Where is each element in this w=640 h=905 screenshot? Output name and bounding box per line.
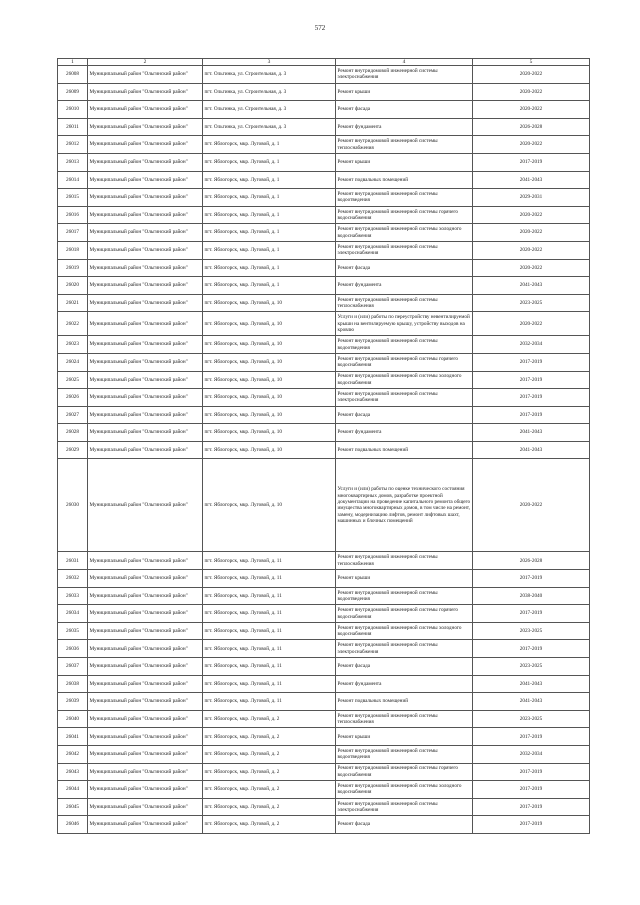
table-row bbox=[58, 206, 590, 224]
table-row bbox=[58, 728, 590, 746]
row-number-cell: 26018 bbox=[58, 241, 88, 259]
table-row bbox=[58, 224, 590, 242]
table-row bbox=[58, 710, 590, 728]
years-cell: 2020-2022 bbox=[473, 136, 590, 154]
table-row bbox=[58, 153, 590, 171]
address-cell: пгт. Яблогорск, мкр. Луговой, д. 1 bbox=[203, 136, 336, 154]
years-cell: 2026-2028 bbox=[473, 118, 590, 136]
years-cell: 2017-2019 bbox=[473, 728, 590, 746]
work-type-cell: Ремонт внутридомовой инженерной системы горячего водоснабжения bbox=[336, 763, 473, 781]
years-cell: 2038-2040 bbox=[473, 587, 590, 605]
municipality-cell: Муниципальный район "Ольгинский район" bbox=[88, 763, 203, 781]
row-number-cell: 26021 bbox=[58, 294, 88, 312]
row-number-cell: 26045 bbox=[58, 798, 88, 816]
row-number-cell: 26038 bbox=[58, 675, 88, 693]
address-cell: пгт. Яблогорск, мкр. Луговой, д. 11 bbox=[203, 640, 336, 658]
municipality-cell: Муниципальный район "Ольгинский район" bbox=[88, 83, 203, 101]
header-cell: 4 bbox=[336, 59, 473, 66]
address-cell: пгт. Яблогорск, мкр. Луговой, д. 11 bbox=[203, 693, 336, 711]
municipality-cell: Муниципальный район "Ольгинский район" bbox=[88, 798, 203, 816]
work-type-cell: Ремонт внутридомовой инженерной системы теплоснабжения bbox=[336, 136, 473, 154]
years-cell: 2041-2043 bbox=[473, 693, 590, 711]
work-type-cell: Ремонт внутридомовой инженерной системы электроснабжения bbox=[336, 389, 473, 407]
municipality-cell: Муниципальный район "Ольгинский район" bbox=[88, 459, 203, 552]
years-cell: 2017-2019 bbox=[473, 640, 590, 658]
header-cell: 2 bbox=[88, 59, 203, 66]
table-row bbox=[58, 798, 590, 816]
municipality-cell: Муниципальный район "Ольгинский район" bbox=[88, 622, 203, 640]
address-cell: пгт. Яблогорск, мкр. Луговой, д. 1 bbox=[203, 277, 336, 295]
row-number-cell: 26008 bbox=[58, 66, 88, 84]
row-number-cell: 26044 bbox=[58, 781, 88, 799]
municipality-cell: Муниципальный район "Ольгинский район" bbox=[88, 552, 203, 570]
address-cell: пгт. Яблогорск, мкр. Луговой, д. 11 bbox=[203, 587, 336, 605]
address-cell: пгт. Яблогорск, мкр. Луговой, д. 1 bbox=[203, 189, 336, 207]
address-cell: пгт. Яблогорск, мкр. Луговой, д. 1 bbox=[203, 224, 336, 242]
years-cell: 2017-2019 bbox=[473, 371, 590, 389]
years-cell: 2020-2022 bbox=[473, 101, 590, 119]
work-type-cell: Ремонт внутридомовой инженерной системы горячего водоснабжения bbox=[336, 206, 473, 224]
row-number-cell: 26030 bbox=[58, 459, 88, 552]
municipality-cell: Муниципальный район "Ольгинский район" bbox=[88, 816, 203, 834]
municipality-cell: Муниципальный район "Ольгинский район" bbox=[88, 189, 203, 207]
work-type-cell: Ремонт внутридомовой инженерной системы электроснабжения bbox=[336, 640, 473, 658]
years-cell: 2032-2034 bbox=[473, 336, 590, 354]
row-number-cell: 26016 bbox=[58, 206, 88, 224]
years-cell: 2041-2043 bbox=[473, 171, 590, 189]
address-cell: пгт. Ольгинка, ул. Строительная, д. 3 bbox=[203, 118, 336, 136]
work-type-cell: Ремонт подвальных помещений bbox=[336, 441, 473, 459]
table-row bbox=[58, 605, 590, 623]
header-cell: 3 bbox=[203, 59, 336, 66]
row-number-cell: 26043 bbox=[58, 763, 88, 781]
table-row bbox=[58, 312, 590, 336]
row-number-cell: 26010 bbox=[58, 101, 88, 119]
address-cell: пгт. Яблогорск, мкр. Луговой, д. 10 bbox=[203, 353, 336, 371]
table-row bbox=[58, 424, 590, 442]
municipality-cell: Муниципальный район "Ольгинский район" bbox=[88, 118, 203, 136]
work-type-cell: Ремонт внутридомовой инженерной системы водоотведения bbox=[336, 587, 473, 605]
table-row bbox=[58, 658, 590, 676]
row-number-cell: 26042 bbox=[58, 746, 88, 764]
municipality-cell: Муниципальный район "Ольгинский район" bbox=[88, 101, 203, 119]
row-number-cell: 26035 bbox=[58, 622, 88, 640]
municipality-cell: Муниципальный район "Ольгинский район" bbox=[88, 406, 203, 424]
work-type-cell: Ремонт крыши bbox=[336, 153, 473, 171]
address-cell: пгт. Яблогорск, мкр. Луговой, д. 10 bbox=[203, 406, 336, 424]
table-row bbox=[58, 118, 590, 136]
work-type-cell: Ремонт внутридомовой инженерной системы водоотведения bbox=[336, 189, 473, 207]
row-number-cell: 26046 bbox=[58, 816, 88, 834]
municipality-cell: Муниципальный район "Ольгинский район" bbox=[88, 206, 203, 224]
row-number-cell: 26040 bbox=[58, 710, 88, 728]
address-cell: пгт. Яблогорск, мкр. Луговой, д. 10 bbox=[203, 389, 336, 407]
address-cell: пгт. Яблогорск, мкр. Луговой, д. 10 bbox=[203, 441, 336, 459]
row-number-cell: 26033 bbox=[58, 587, 88, 605]
municipality-cell: Муниципальный район "Ольгинский район" bbox=[88, 277, 203, 295]
work-type-cell: Ремонт внутридомовой инженерной системы теплоснабжения bbox=[336, 294, 473, 312]
row-number-cell: 26017 bbox=[58, 224, 88, 242]
years-cell: 2029-2031 bbox=[473, 189, 590, 207]
years-cell: 2017-2019 bbox=[473, 816, 590, 834]
row-number-cell: 26037 bbox=[58, 658, 88, 676]
years-cell: 2041-2043 bbox=[473, 441, 590, 459]
address-cell: пгт. Ольгинка, ул. Строительная, д. 3 bbox=[203, 66, 336, 84]
address-cell: пгт. Яблогорск, мкр. Луговой, д. 11 bbox=[203, 552, 336, 570]
row-number-cell: 26015 bbox=[58, 189, 88, 207]
municipality-cell: Муниципальный район "Ольгинский район" bbox=[88, 424, 203, 442]
municipality-cell: Муниципальный район "Ольгинский район" bbox=[88, 658, 203, 676]
years-cell: 2023-2025 bbox=[473, 622, 590, 640]
table-row bbox=[58, 763, 590, 781]
table-row bbox=[58, 640, 590, 658]
table-row bbox=[58, 622, 590, 640]
row-number-cell: 26031 bbox=[58, 552, 88, 570]
work-type-cell: Ремонт фундамента bbox=[336, 675, 473, 693]
years-cell: 2041-2043 bbox=[473, 675, 590, 693]
work-type-cell: Ремонт фундамента bbox=[336, 424, 473, 442]
work-type-cell: Ремонт внутридомовой инженерной системы электроснабжения bbox=[336, 798, 473, 816]
municipality-cell: Муниципальный район "Ольгинский район" bbox=[88, 570, 203, 588]
table-row bbox=[58, 241, 590, 259]
years-cell: 2017-2019 bbox=[473, 605, 590, 623]
municipality-cell: Муниципальный район "Ольгинский район" bbox=[88, 746, 203, 764]
address-cell: пгт. Яблогорск, мкр. Луговой, д. 2 bbox=[203, 710, 336, 728]
table-row bbox=[58, 675, 590, 693]
years-cell: 2020-2022 bbox=[473, 312, 590, 336]
address-cell: пгт. Яблогорск, мкр. Луговой, д. 11 bbox=[203, 622, 336, 640]
row-number-cell: 26014 bbox=[58, 171, 88, 189]
years-cell: 2020-2022 bbox=[473, 83, 590, 101]
address-cell: пгт. Яблогорск, мкр. Луговой, д. 11 bbox=[203, 605, 336, 623]
table-row bbox=[58, 459, 590, 552]
table-row bbox=[58, 371, 590, 389]
page-number: 572 bbox=[314, 24, 326, 32]
row-number-cell: 26013 bbox=[58, 153, 88, 171]
table-row bbox=[58, 570, 590, 588]
municipality-cell: Муниципальный район "Ольгинский район" bbox=[88, 640, 203, 658]
municipality-cell: Муниципальный район "Ольгинский район" bbox=[88, 312, 203, 336]
municipality-cell: Муниципальный район "Ольгинский район" bbox=[88, 241, 203, 259]
row-number-cell: 26039 bbox=[58, 693, 88, 711]
work-type-cell: Ремонт фасада bbox=[336, 101, 473, 119]
years-cell: 2023-2025 bbox=[473, 294, 590, 312]
address-cell: пгт. Яблогорск, мкр. Луговой, д. 2 bbox=[203, 728, 336, 746]
table-row bbox=[58, 83, 590, 101]
address-cell: пгт. Яблогорск, мкр. Луговой, д. 11 bbox=[203, 675, 336, 693]
address-cell: пгт. Яблогорск, мкр. Луговой, д. 10 bbox=[203, 312, 336, 336]
table-row bbox=[58, 66, 590, 84]
work-type-cell: Ремонт внутридомовой инженерной системы горячего водоснабжения bbox=[336, 605, 473, 623]
header-cell: 1 bbox=[58, 59, 88, 66]
row-number-cell: 26011 bbox=[58, 118, 88, 136]
years-cell: 2017-2019 bbox=[473, 570, 590, 588]
work-type-cell: Услуги и (или) работы по оценке технического состояния многоквартирных домов, разработке проектной документации на проведение капитального ремонта общего имущества многоквартирных домов, в том числе на ремонт, замену, модернизацию лифтов, ремонт лифтовых шахт, машинных и блочных помещений bbox=[336, 459, 473, 552]
table-row bbox=[58, 259, 590, 277]
years-cell: 2020-2022 bbox=[473, 224, 590, 242]
row-number-cell: 26024 bbox=[58, 353, 88, 371]
row-number-cell: 26027 bbox=[58, 406, 88, 424]
table-row bbox=[58, 136, 590, 154]
work-type-cell: Ремонт фасада bbox=[336, 259, 473, 277]
table-row bbox=[58, 189, 590, 207]
address-cell: пгт. Яблогорск, мкр. Луговой, д. 2 bbox=[203, 816, 336, 834]
municipality-cell: Муниципальный район "Ольгинский район" bbox=[88, 294, 203, 312]
municipality-cell: Муниципальный район "Ольгинский район" bbox=[88, 693, 203, 711]
work-type-cell: Услуги и (или) работы по переустройству невентилируемой крыши на вентилируемую крышу, устройству выходов на кровлю bbox=[336, 312, 473, 336]
table-row bbox=[58, 552, 590, 570]
municipality-cell: Муниципальный район "Ольгинский район" bbox=[88, 136, 203, 154]
table-row bbox=[58, 336, 590, 354]
municipality-cell: Муниципальный район "Ольгинский район" bbox=[88, 153, 203, 171]
work-type-cell: Ремонт подвальных помещений bbox=[336, 171, 473, 189]
work-type-cell: Ремонт фундамента bbox=[336, 118, 473, 136]
work-type-cell: Ремонт внутридомовой инженерной системы холодного водоснабжения bbox=[336, 622, 473, 640]
work-type-cell: Ремонт внутридомовой инженерной системы холодного водоснабжения bbox=[336, 781, 473, 799]
work-type-cell: Ремонт крыши bbox=[336, 83, 473, 101]
address-cell: пгт. Ольгинка, ул. Строительная, д. 3 bbox=[203, 101, 336, 119]
table-row bbox=[58, 746, 590, 764]
work-type-cell: Ремонт внутридомовой инженерной системы горячего водоснабжения bbox=[336, 353, 473, 371]
work-type-cell: Ремонт внутридомовой инженерной системы холодного водоснабжения bbox=[336, 224, 473, 242]
work-type-cell: Ремонт внутридомовой инженерной системы электроснабжения bbox=[336, 66, 473, 84]
municipality-cell: Муниципальный район "Ольгинский район" bbox=[88, 441, 203, 459]
row-number-cell: 26012 bbox=[58, 136, 88, 154]
municipality-cell: Муниципальный район "Ольгинский район" bbox=[88, 66, 203, 84]
municipality-cell: Муниципальный район "Ольгинский район" bbox=[88, 587, 203, 605]
table-row bbox=[58, 781, 590, 799]
municipality-cell: Муниципальный район "Ольгинский район" bbox=[88, 371, 203, 389]
table-row bbox=[58, 171, 590, 189]
years-cell: 2026-2028 bbox=[473, 552, 590, 570]
municipality-cell: Муниципальный район "Ольгинский район" bbox=[88, 781, 203, 799]
years-cell: 2041-2043 bbox=[473, 424, 590, 442]
table-row bbox=[58, 587, 590, 605]
table-row bbox=[58, 693, 590, 711]
work-type-cell: Ремонт внутридомовой инженерной системы теплоснабжения bbox=[336, 710, 473, 728]
years-cell: 2020-2022 bbox=[473, 459, 590, 552]
row-number-cell: 26032 bbox=[58, 570, 88, 588]
work-type-cell: Ремонт фасада bbox=[336, 658, 473, 676]
years-cell: 2032-2034 bbox=[473, 746, 590, 764]
years-cell: 2017-2019 bbox=[473, 153, 590, 171]
municipality-cell: Муниципальный район "Ольгинский район" bbox=[88, 224, 203, 242]
municipality-cell: Муниципальный район "Ольгинский район" bbox=[88, 728, 203, 746]
address-cell: пгт. Яблогорск, мкр. Луговой, д. 1 bbox=[203, 153, 336, 171]
years-cell: 2041-2043 bbox=[473, 277, 590, 295]
row-number-cell: 26023 bbox=[58, 336, 88, 354]
row-number-cell: 26009 bbox=[58, 83, 88, 101]
years-cell: 2023-2025 bbox=[473, 658, 590, 676]
address-cell: пгт. Яблогорск, мкр. Луговой, д. 1 bbox=[203, 259, 336, 277]
municipality-cell: Муниципальный район "Ольгинский район" bbox=[88, 389, 203, 407]
table-row bbox=[58, 389, 590, 407]
years-cell: 2017-2019 bbox=[473, 781, 590, 799]
header-cell: 5 bbox=[473, 59, 590, 66]
row-number-cell: 26026 bbox=[58, 389, 88, 407]
work-type-cell: Ремонт подвальных помещений bbox=[336, 693, 473, 711]
municipality-cell: Муниципальный район "Ольгинский район" bbox=[88, 259, 203, 277]
years-cell: 2023-2025 bbox=[473, 710, 590, 728]
work-type-cell: Ремонт внутридомовой инженерной системы водоотведения bbox=[336, 746, 473, 764]
years-cell: 2017-2019 bbox=[473, 763, 590, 781]
row-number-cell: 26036 bbox=[58, 640, 88, 658]
work-type-cell: Ремонт внутридомовой инженерной системы теплоснабжения bbox=[336, 552, 473, 570]
row-number-cell: 26025 bbox=[58, 371, 88, 389]
row-number-cell: 26020 bbox=[58, 277, 88, 295]
municipality-cell: Муниципальный район "Ольгинский район" bbox=[88, 675, 203, 693]
work-type-cell: Ремонт внутридомовой инженерной системы холодного водоснабжения bbox=[336, 371, 473, 389]
table-row bbox=[58, 277, 590, 295]
address-cell: пгт. Яблогорск, мкр. Луговой, д. 11 bbox=[203, 570, 336, 588]
years-cell: 2017-2019 bbox=[473, 798, 590, 816]
years-cell: 2017-2019 bbox=[473, 353, 590, 371]
row-number-cell: 26028 bbox=[58, 424, 88, 442]
address-cell: пгт. Яблогорск, мкр. Луговой, д. 10 bbox=[203, 294, 336, 312]
address-cell: пгт. Яблогорск, мкр. Луговой, д. 2 bbox=[203, 746, 336, 764]
municipality-cell: Муниципальный район "Ольгинский район" bbox=[88, 353, 203, 371]
municipality-cell: Муниципальный район "Ольгинский район" bbox=[88, 710, 203, 728]
work-type-cell: Ремонт крыши bbox=[336, 728, 473, 746]
address-cell: пгт. Яблогорск, мкр. Луговой, д. 11 bbox=[203, 658, 336, 676]
row-number-cell: 26022 bbox=[58, 312, 88, 336]
table-row bbox=[58, 816, 590, 834]
work-type-cell: Ремонт фасада bbox=[336, 816, 473, 834]
row-number-cell: 26034 bbox=[58, 605, 88, 623]
years-cell: 2020-2022 bbox=[473, 259, 590, 277]
municipality-cell: Муниципальный район "Ольгинский район" bbox=[88, 605, 203, 623]
row-number-cell: 26019 bbox=[58, 259, 88, 277]
years-cell: 2020-2022 bbox=[473, 66, 590, 84]
work-type-cell: Ремонт крыши bbox=[336, 570, 473, 588]
table-row bbox=[58, 294, 590, 312]
work-type-cell: Ремонт фундамента bbox=[336, 277, 473, 295]
municipality-cell: Муниципальный район "Ольгинский район" bbox=[88, 336, 203, 354]
table-row bbox=[58, 441, 590, 459]
years-cell: 2017-2019 bbox=[473, 389, 590, 407]
table-row bbox=[58, 353, 590, 371]
address-cell: пгт. Яблогорск, мкр. Луговой, д. 2 bbox=[203, 781, 336, 799]
table-row bbox=[58, 101, 590, 119]
years-cell: 2020-2022 bbox=[473, 241, 590, 259]
address-cell: пгт. Яблогорск, мкр. Луговой, д. 10 bbox=[203, 336, 336, 354]
address-cell: пгт. Яблогорск, мкр. Луговой, д. 10 bbox=[203, 371, 336, 389]
address-cell: пгт. Ольгинка, ул. Строительная, д. 3 bbox=[203, 83, 336, 101]
work-type-cell: Ремонт фасада bbox=[336, 406, 473, 424]
capital-repair-table bbox=[57, 58, 590, 834]
municipality-cell: Муниципальный район "Ольгинский район" bbox=[88, 171, 203, 189]
row-number-cell: 26041 bbox=[58, 728, 88, 746]
table-header-row bbox=[58, 59, 590, 66]
address-cell: пгт. Яблогорск, мкр. Луговой, д. 2 bbox=[203, 763, 336, 781]
work-type-cell: Ремонт внутридомовой инженерной системы электроснабжения bbox=[336, 241, 473, 259]
row-number-cell: 26029 bbox=[58, 441, 88, 459]
address-cell: пгт. Яблогорск, мкр. Луговой, д. 1 bbox=[203, 241, 336, 259]
address-cell: пгт. Яблогорск, мкр. Луговой, д. 10 bbox=[203, 424, 336, 442]
table-row bbox=[58, 406, 590, 424]
work-type-cell: Ремонт внутридомовой инженерной системы водоотведения bbox=[336, 336, 473, 354]
address-cell: пгт. Яблогорск, мкр. Луговой, д. 2 bbox=[203, 798, 336, 816]
address-cell: пгт. Яблогорск, мкр. Луговой, д. 1 bbox=[203, 171, 336, 189]
address-cell: пгт. Яблогорск, мкр. Луговой, д. 10 bbox=[203, 459, 336, 552]
years-cell: 2020-2022 bbox=[473, 206, 590, 224]
address-cell: пгт. Яблогорск, мкр. Луговой, д. 1 bbox=[203, 206, 336, 224]
years-cell: 2017-2019 bbox=[473, 406, 590, 424]
